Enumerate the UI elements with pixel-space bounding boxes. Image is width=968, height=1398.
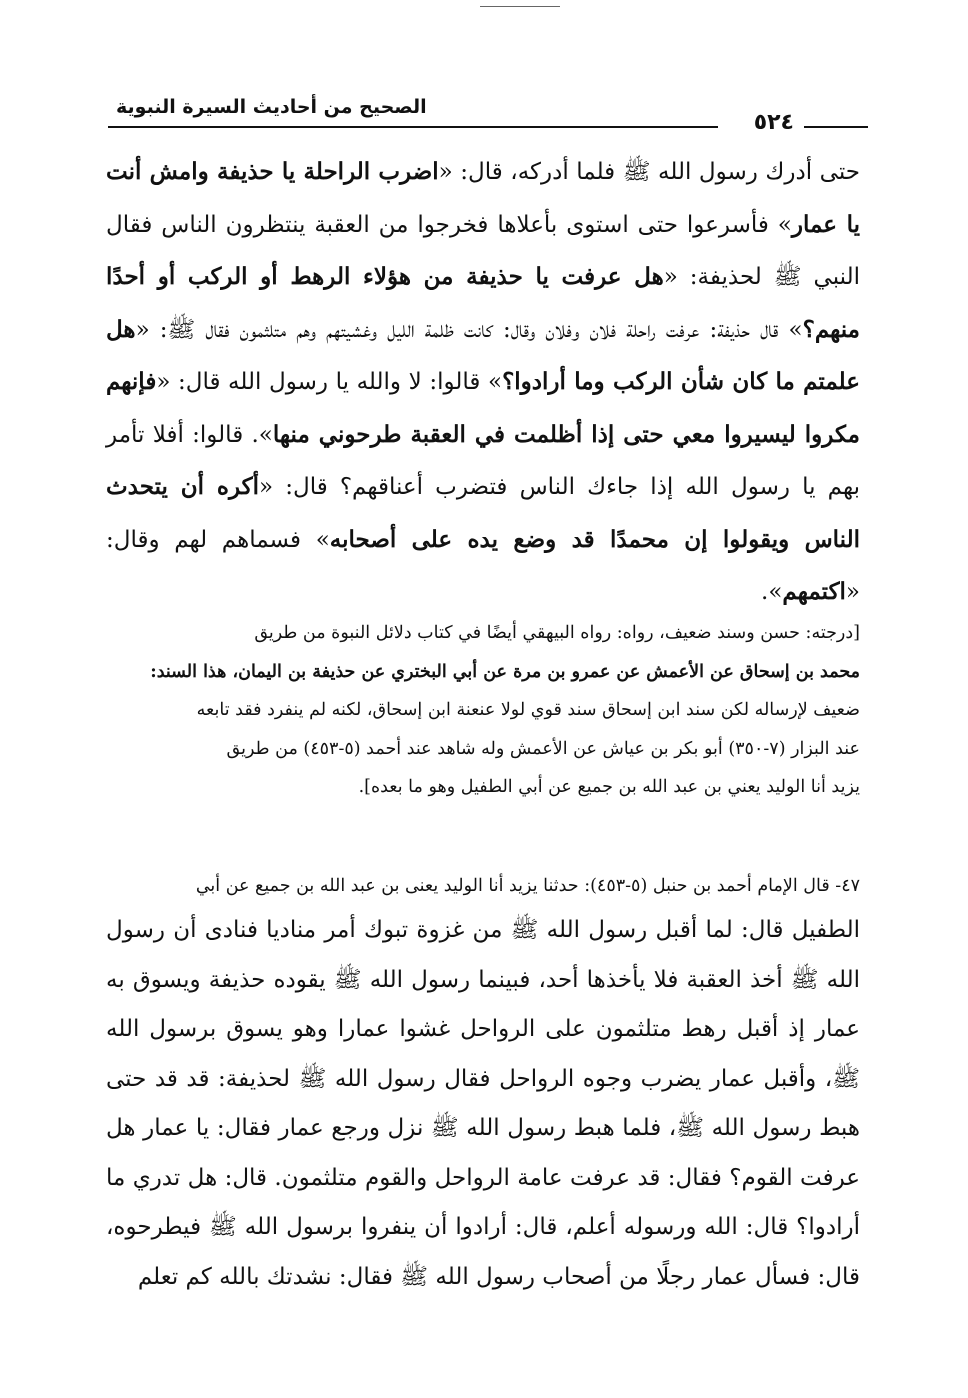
narrative-segment: ». قالوا: أفلا تأمر بهم يا رسول الله إذا جاءك الناس فتضرب أعناقهم؟ قال: « <box>106 421 860 500</box>
quoted-speech: فإنهم مكروا ليسيروا معي حتى إذا أظلمت في العقبة طرحوني منها <box>106 368 861 448</box>
grading-line: محمد بن إسحاق عن الأعمش عن عمرو بن مرة عن أبي البختري عن حذيفة بن اليمان، هذا السند: <box>150 661 860 682</box>
hadith-text: الطفيل قال: لما أقبل رسول الله ﷺ من غزوة تبوك أمر مناديا فنادى أن رسول الله ﷺ أخذ العقبة فلا يأخذها أحد، فبينما رسول الله ﷺ يقوده حذيفة ويسوق به عمار إذ أقبل رهط متلثمون على الرواحل غشوا عمارا وهو يسوق برسول الله ﷺ، وأقبل عمار يضرب وجوه الرواحل فقال رسول الله ﷺ لحذيفة: قد قد حتى هبط رسول الله ﷺ، فلما هبط رسول الله ﷺ نزل ورجع عمار فقال: يا عمار هل عرفت القوم؟ فقال: قد عرفت عامة الرواحل والقوم متلثمون. قال: هل تدري ما أرادوا؟ قال: الله ورسوله أعلم، قال: أرادوا أن ينفروا برسول الله ﷺ فيطرحوه، قال: فسأل عمار رجلًا من أصحاب رسول الله ﷺ فقال: نشدتك بالله كم تعلم <box>106 917 860 1290</box>
narrative-segment: » فأسرعوا حتى استوى بأعلاها فخرجوا من العقبة ينتظرون الناس فقال النبي ﷺ لحذيفة: « <box>106 211 860 290</box>
narrative-segment: » قال حذيفة: عرفت راحلة فلان وفلان وقال: كانت ظلمة الليل وغشيتهم وهم متلثمون فقال ﷺ: « <box>135 316 803 343</box>
hadith-isnad: ٤٧- قال الإمام أحمد بن حنبل (٥-٤٥٣): حدثنا يزيد أنا الوليد يعنى بن عبد الله بن جميع عن أبي <box>195 876 860 896</box>
page-header <box>108 96 868 136</box>
grading-line: ضعيف لإرساله لكن سند ابن إسحاق سند قوي لولا عنعنة ابن إسحاق، لكنه لم ينفرد فقد تابعه <box>196 700 860 720</box>
hadith-body <box>106 906 860 1302</box>
narrative-segment: » قالوا: لا والله يا رسول الله قال: « <box>156 369 503 395</box>
narrative-segment: » فسماهم لهم وقال: « <box>106 526 860 605</box>
grading-line: يزيد أنا الوليد يعني بن عبد الله بن جميع عن أبي الطفيل وهو ما بعده]. <box>358 777 860 797</box>
header-rule-right <box>804 126 868 128</box>
quoted-speech: أكره أن يتحدث الناس ويقولوا إن محمدًا قد وضع يده على أصحابه <box>106 473 860 553</box>
hadith-intro <box>106 870 860 902</box>
top-edge-mark <box>480 6 560 7</box>
grading-line: [درجته: حسن وسند ضعيف، رواه: رواه البيهقي أيضًا في كتاب دلائل النبوة من طريق <box>254 623 860 643</box>
page-number: ٥٢٤ <box>753 110 794 135</box>
quoted-speech: هل علمتم ما كان شأن الركب وما أرادوا؟ <box>106 315 860 395</box>
running-title: الصحيح من أحاديث السيرة النبوية <box>110 96 433 118</box>
grading-line: عند البزار (٧-٣٥٠) أبو بكر بن عياش عن الأعمش وله شاهد عند أحمد (٥-٤٥٣) من طريق <box>226 738 860 759</box>
narrative-segment: حتى أدرك رسول الله ﷺ فلما أدركه، قال: « <box>438 159 860 185</box>
grading-note <box>106 614 860 807</box>
quoted-speech: اضرب الراحلة يا حذيفة وامش أنت يا عمار <box>106 158 860 238</box>
narrative-text <box>106 146 860 619</box>
narrative-segment: ». <box>761 579 783 605</box>
quoted-speech: اكتمهم <box>782 578 846 605</box>
quoted-speech: هل عرفت يا حذيفة من هؤلاء الرهط أو الركب أو أحدًا منهم؟ <box>106 263 860 343</box>
header-rule <box>108 126 718 128</box>
narrative-paragraph <box>106 146 860 619</box>
